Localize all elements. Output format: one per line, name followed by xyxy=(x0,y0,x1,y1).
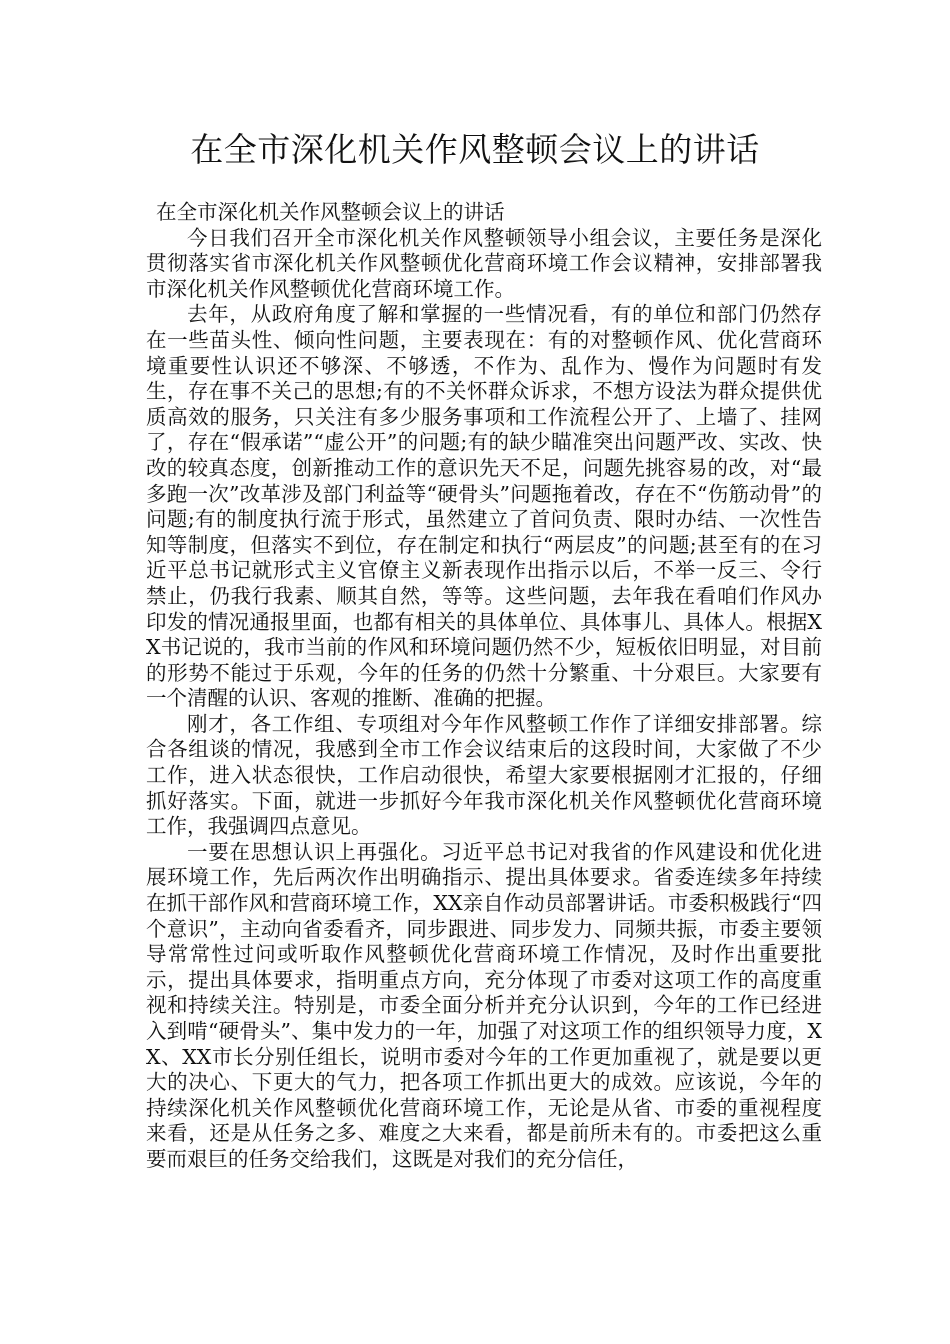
document-subtitle: 在全市深化机关作风整顿会议上的讲话 xyxy=(156,200,505,224)
paragraph-3: 刚才，各工作组、专项组对今年作风整顿工作作了详细安排部署。综合各组谈的情况，我感到全市工作会议结束后的这段时间，大家做了不少工作，进入状态很快，工作启动很快，希望大家要根据刚才汇报的，仔细抓好落实。下面，就进一步抓好今年我市深化机关作风整顿优化营商环境工作，我强调四点意见。 xyxy=(146,711,822,839)
paragraph-4: 一要在思想认识上再强化。习近平总书记对我省的作风建设和优化进展环境工作，先后两次作出明确指示、提出具体要求。省委连续多年持续在抓干部作风和营商环境工作，XX亲自作动员部署讲话。市委积极践行“四个意识”，主动向省委看齐，同步跟进、同步发力、同频共振，市委主要领导常常性过问或听取作风整顿优化营商环境工作情况，及时作出重要批示，提出具体要求，指明重点方向，充分体现了市委对这项工作的高度重视和持续关注。特别是，市委全面分析并充分认识到，今年的工作已经进入到啃“硬骨头”、集中发力的一年，加强了对这项工作的组织领导力度，XX、XX市长分别任组长，说明市委对今年的工作更加重视了，就是要以更大的决心、下更大的气力，把各项工作抓出更大的成效。应该说，今年的持续深化机关作风整顿优化营商环境工作，无论是从省、市委的重视程度来看，还是从任务之多、难度之大来看，都是前所未有的。市委把这么重要而艰巨的任务交给我们，这既是对我们的充分信任， xyxy=(146,839,822,1171)
document-title: 在全市深化机关作风整顿会议上的讲话 xyxy=(190,130,760,169)
paragraph-2: 去年，从政府角度了解和掌握的一些情况看，有的单位和部门仍然存在一些苗头性、倾向性问题，主要表现在：有的对整顿作风、优化营商环境重要性认识还不够深、不够透，不作为、乱作为、慢作为问题时有发生，存在事不关己的思想;有的不关怀群众诉求，不想方设法为群众提供优质高效的服务，只关注有多少服务事项和工作流程公开了、上墙了、挂网了，存在“假承诺”“虚公开”的问题;有的缺少瞄准突出问题严改、实改、快改的较真态度，创新推动工作的意识先天不足，问题先挑容易的改，对“最多跑一次”改革涉及部门利益等“硬骨头”问题拖着改，存在不“伤筋动骨”的问题;有的制度执行流于形式，虽然建立了首问负责、限时办结、一次性告知等制度，但落实不到位，存在制定和执行“两层皮”的问题;甚至有的在习近平总书记就形式主义官僚主义新表现作出指示以后，不举一反三、令行禁止，仍我行我素、顺其自然，等等。这些问题，去年我在看咱们作风办印发的情况通报里面，也都有相关的具体单位、具体事儿、具体人。根据XX书记说的，我市当前的作风和环境问题仍然不少，短板依旧明显，对目前的形势不能过于乐观，今年的任务的仍然十分繁重、十分艰巨。大家要有一个清醒的认识、客观的推断、准确的把握。 xyxy=(146,302,822,711)
document-body xyxy=(146,200,822,1173)
paragraph-1: 今日我们召开全市深化机关作风整顿领导小组会议，主要任务是深化贯彻落实省市深化机关作风整顿优化营商环境工作会议精神，安排部署我市深化机关作风整顿优化营商环境工作。 xyxy=(146,225,822,301)
